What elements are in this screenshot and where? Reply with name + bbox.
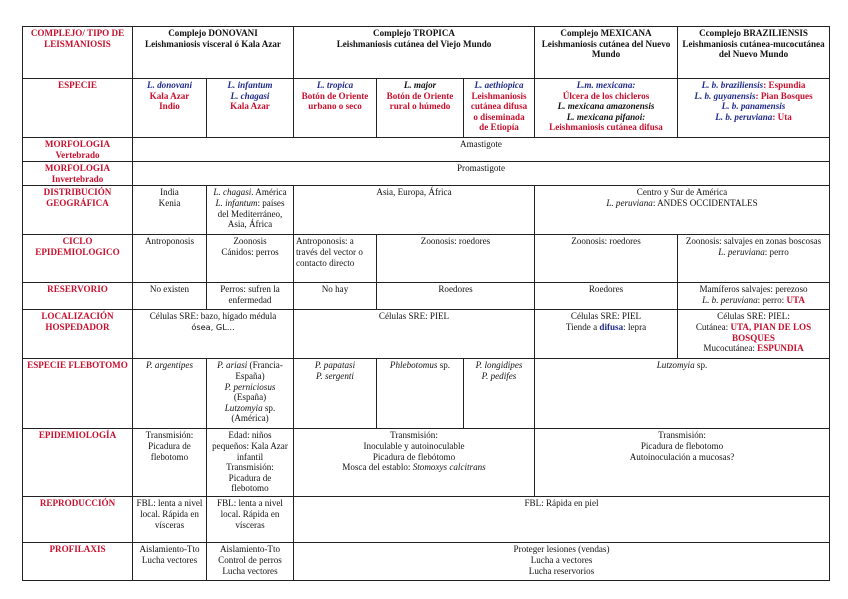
ciclo-tropica: Antroponosis: a través del vector o contacto directo [294, 235, 377, 283]
flebotomo-major [377, 359, 464, 429]
leishmaniosis-table [22, 26, 830, 581]
species-disease: : Pian Bosques [755, 90, 813, 101]
species-disease: cutánea difusa [470, 101, 528, 112]
epidemiology-text: Picadura de flebotomo [228, 472, 272, 494]
region-text [209, 198, 291, 230]
species-name: L. b. panamensis [721, 101, 786, 112]
location-highlight: UTA, PIAN DE LOS BOSQUES [730, 321, 812, 343]
species-disease: Kala Azar [230, 101, 270, 112]
morfologia-invertebrado-value: Promastigote [133, 162, 830, 186]
vector-value: sp. [694, 360, 708, 371]
species-name: Lutzomyia [656, 360, 695, 371]
location-value: Mucocutánea: [703, 343, 758, 354]
species-name: L. infantum [215, 197, 258, 208]
reservorio-donovani: No existen [133, 283, 207, 310]
region-value: . América [251, 187, 287, 198]
species-name: P. perniciosus [224, 381, 276, 392]
species-name: Phlebotomus [389, 360, 438, 371]
epidemiology-text: Transmisión: [390, 430, 438, 441]
label-flebotomo: ESPECIE FLEBOTOMO [23, 359, 133, 429]
vector-value: (España) [233, 392, 267, 403]
row-flebotomo [23, 359, 830, 429]
header-mexicana [535, 27, 678, 79]
distribucion-donovani [133, 186, 207, 235]
profilaxis-resto [294, 543, 830, 581]
prophylaxis-text: Aislamiento-Tto [139, 544, 200, 555]
species-name: L. chagasi [230, 90, 270, 101]
region-text: Kenia [158, 197, 181, 208]
especie-mexicana [535, 79, 678, 138]
vector-text [209, 403, 291, 424]
label-epidemiologia: EPIDEMIOLOGÍA [23, 429, 133, 497]
species-disease: : Espundia [763, 80, 806, 90]
label-morfologia-invertebrado: MORFOLOGIA Invertebrado [23, 162, 133, 186]
epidemiology-text: Picadura de flebotomo [148, 440, 191, 462]
species-name: P. papatasi [314, 360, 356, 371]
location-value: Tiende a [565, 321, 600, 332]
species-line [680, 80, 827, 91]
especie-aethiopica [464, 79, 535, 138]
tropica-title: Complejo TROPICA [373, 28, 455, 38]
label-ciclo: CICLO EPIDEMIOLOGICO [23, 235, 133, 283]
species-disease: Botón de Oriente [386, 90, 454, 101]
distribucion-nuevo-mundo [535, 186, 830, 235]
reservorio-tropica: No hay [294, 283, 377, 310]
location-text [680, 322, 827, 343]
species-name: Stomoxys calcitrans [412, 462, 486, 473]
species-disease: Leishmaniosis [471, 90, 527, 101]
species-name: L. peruviana [606, 197, 653, 208]
species-name: P. pedifes [481, 370, 517, 381]
label-distribucion: DISTRIBUCIÓN GEOGRÁFICA [23, 186, 133, 235]
localizacion-tropica: Células SRE: PIEL [294, 310, 535, 359]
row-reservorio [23, 283, 830, 310]
flebotomo-infantum [207, 359, 294, 429]
species-name: L. peruviana [718, 246, 765, 257]
location-text: Células SRE: PIEL: [717, 311, 790, 322]
vector-value: sp. (América) [231, 402, 276, 424]
epidemiology-text: Transmisión: [658, 430, 706, 441]
tropica-subtitle: Leishmaniosis cutánea del Viejo Mundo [336, 38, 492, 49]
species-name: L. major [403, 80, 437, 90]
species-name: L.m. mexicana: [576, 80, 636, 90]
profilaxis-donovani [133, 543, 207, 581]
reservorio-infantum: Perros: sufren la enfermedad [207, 283, 294, 310]
region-text: India [160, 187, 179, 198]
species-name: P. sergenti [316, 370, 354, 381]
reservorio-major-aethiopica: Roedores [377, 283, 535, 310]
location-text: ósea, GL... [191, 321, 235, 332]
cycle-text: Cánidos: perros [221, 246, 279, 257]
especie-donovani [133, 79, 207, 138]
especie-infantum [207, 79, 294, 138]
especie-braziliensis [678, 79, 830, 138]
location-highlight: difusa [599, 321, 624, 332]
reservoir-text: Mamíferos salvajes: perezoso [699, 284, 808, 295]
epidemiology-text: Transmisión: [226, 462, 274, 473]
reservorio-mexicana: Roedores [535, 283, 678, 310]
row-profilaxis [23, 543, 830, 581]
prophylaxis-text: Proteger lesiones (vendas) [513, 544, 610, 555]
braziliensis-subtitle: Leishmaniosis cutánea-mucocutánea del Nuevo Mundo [682, 38, 825, 60]
prophylaxis-text: Control de perros [218, 554, 282, 565]
species-disease: de Etiopía [479, 122, 519, 133]
species-disease: : Uta [772, 111, 792, 122]
donovani-subtitle: Leishmaniosis visceral ó Kala Azar [145, 38, 281, 49]
flebotomo-nuevo-mundo [535, 359, 830, 429]
location-value: : lepra [623, 321, 647, 332]
braziliensis-title: Ccomplejo BRAZILIENSIS [699, 28, 808, 38]
species-disease: o diseminada [473, 111, 525, 122]
prophylaxis-text: Aislamiento-Tto [219, 544, 281, 555]
species-name: L. b. guyanensis [694, 90, 756, 101]
epidemiology-value: Mosca del establo: [342, 462, 413, 473]
epidemiology-text: Inoculable y autoinoculable [363, 440, 465, 451]
region-text [537, 198, 827, 209]
ciclo-infantum [207, 235, 294, 283]
header-tropica [294, 27, 535, 79]
species-name: L. b. peruviana [702, 294, 758, 305]
location-text [680, 343, 827, 354]
ciclo-braziliensis [678, 235, 830, 283]
prophylaxis-text: Lucha vectores [141, 554, 198, 565]
label-reservorio: RESERVORIO [23, 283, 133, 310]
prophylaxis-text: Lucha vectores [222, 565, 278, 576]
species-line [680, 91, 827, 102]
species-line [680, 101, 827, 112]
species-disease: Kala Azar [149, 90, 190, 101]
epidemiology-text: Transmisión: [145, 430, 194, 441]
profilaxis-infantum [207, 543, 294, 581]
epidemiologia-infantum [207, 429, 294, 497]
label-morfologia-vertebrado: MORFOLOGIA Vertebrado [23, 138, 133, 162]
row-localizacion [23, 310, 830, 359]
region-value: : países del Mediterráneo, Asia, África [217, 197, 285, 230]
epidemiologia-nuevo-mundo [535, 429, 830, 497]
row-especie [23, 79, 830, 138]
species-name: L. mexicana amazonensis [557, 101, 655, 112]
label-localizacion: LOCALIZACIÓN HOSPEDADOR [23, 310, 133, 359]
epidemiology-text: Picadura de flebótomo [372, 451, 456, 462]
species-disease: rural o húmedo [389, 101, 451, 112]
species-disease: Úlcera de los chicleros [562, 90, 650, 101]
region-value: : ANDES OCCIDENTALES [652, 197, 758, 208]
distribucion-infantum [207, 186, 294, 235]
reservoir-highlight: UTA [786, 294, 805, 305]
row-morfologia-invertebrado [23, 162, 830, 186]
reproduccion-resto: FBL: Rápida en piel [294, 497, 830, 543]
vector-value: sp. [437, 360, 451, 371]
header-row [23, 27, 830, 79]
flebotomo-donovani: P. argentipes [133, 359, 207, 429]
species-disease: Leishmaniosis cutánea difusa [549, 122, 663, 133]
species-name: L. mexicana pifanoi: [566, 111, 646, 122]
label-reproduccion: REPRODUCCIÓN [23, 497, 133, 543]
species-disease: Botón de Oriente [301, 90, 369, 101]
prophylaxis-text: Lucha reservorios [528, 565, 595, 576]
epidemiology-text: Autoinoculación a mucosas? [629, 451, 735, 462]
species-name: P. ariasi [217, 360, 248, 371]
vector-text [209, 382, 291, 403]
cycle-text [680, 247, 827, 258]
location-text: Células SRE: PIEL [570, 311, 642, 322]
species-name: L. b. peruviana [715, 111, 773, 122]
localizacion-braziliensis [678, 310, 830, 359]
epidemiologia-donovani [133, 429, 207, 497]
location-text: Células SRE: bazo, hígado médula [149, 311, 277, 322]
region-text [209, 187, 291, 198]
species-name: L. donovani [147, 80, 192, 90]
reservorio-braziliensis [678, 283, 830, 310]
vector-value: (Francia-España) [235, 360, 283, 381]
location-text [537, 322, 675, 333]
morfologia-vertebrado-value: Amastigote [133, 138, 830, 162]
region-text: Centro y Sur de América [636, 187, 728, 198]
epidemiology-text [296, 462, 532, 473]
flebotomo-tropica [294, 359, 377, 429]
row-reproduccion [23, 497, 830, 543]
row-epidemiologia [23, 429, 830, 497]
location-value: Cutánea: [695, 321, 731, 332]
species-line [680, 112, 827, 123]
epidemiology-text: Picadura de flebotomo [640, 440, 724, 451]
ciclo-mexicana: Zoonosis: roedores [535, 235, 678, 283]
row-morfologia-vertebrado [23, 138, 830, 162]
species-name: L. infantum [227, 80, 273, 90]
ciclo-major-aethiopica: Zoonosis: roedores [377, 235, 535, 283]
reproduccion-infantum: FBL: lenta a nivel local. Rápida en vísceras [207, 497, 294, 543]
distribucion-tropica: Asia, Europa, África [294, 186, 535, 235]
row-ciclo [23, 235, 830, 283]
donovani-title: Complejo DONOVANI [168, 28, 258, 38]
reservoir-value: : perro: [757, 294, 787, 305]
species-name: L. tropica [316, 80, 354, 90]
especie-tropica [294, 79, 377, 138]
epidemiologia-tropica [294, 429, 535, 497]
especie-major [377, 79, 464, 138]
mexicana-subtitle: Leishmaniosis cutánea del Nuevo Mundo [541, 38, 671, 60]
species-disease: Indio [159, 101, 180, 112]
prophylaxis-text: Lucha a vectores [530, 554, 593, 565]
reproduccion-donovani: FBL: lenta a nivel local. Rápida en vísceras [133, 497, 207, 543]
ciclo-donovani: Antroponosis [133, 235, 207, 283]
corner-header: COMPLEJO/ TIPO DE LEISMANIOSIS [23, 27, 133, 79]
species-name: Lutzomyia [224, 402, 263, 413]
localizacion-mexicana [535, 310, 678, 359]
cycle-text: Zoonosis: salvajes en zonas boscosas [685, 236, 822, 247]
epidemiology-text: Edad: niños pequeños: Kala Azar infantil [212, 430, 288, 462]
vector-text [209, 360, 291, 381]
cycle-value: : perro [764, 246, 789, 257]
location-highlight: ESPUNDIA [757, 343, 804, 354]
header-braziliensis [678, 27, 830, 79]
label-profilaxis: PROFILAXIS [23, 543, 133, 581]
species-disease: urbano o seco [308, 101, 362, 112]
label-especie: ESPECIE [23, 79, 133, 138]
header-donovani [133, 27, 294, 79]
species-name: P. longidipes [475, 360, 523, 371]
row-distribucion [23, 186, 830, 235]
species-name: L. b. braziliensis [701, 80, 764, 90]
mexicana-title: Complejo MEXICANA [560, 28, 652, 38]
cycle-text: Zoonosis [233, 236, 267, 247]
species-name: L. aethiopica [474, 80, 524, 90]
localizacion-donovani [133, 310, 294, 359]
species-name: L. chagasi [213, 187, 252, 198]
reservoir-text [680, 295, 827, 306]
flebotomo-aethiopica [464, 359, 535, 429]
